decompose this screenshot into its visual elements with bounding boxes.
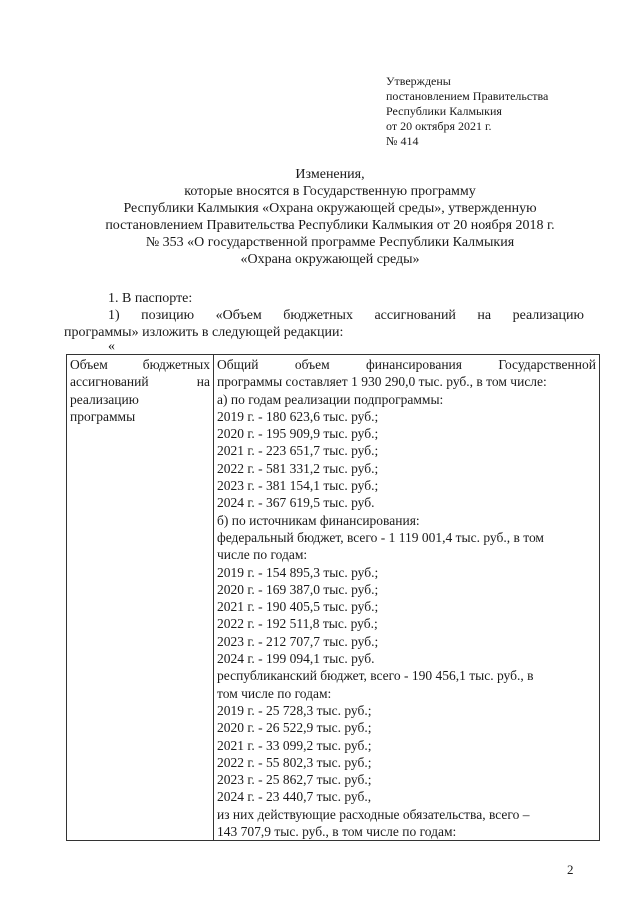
label-line: [70, 373, 210, 390]
item-word: бюджетных: [283, 308, 353, 323]
republic-year-line: 2021 г. - 33 099,2 тыс. руб.;: [217, 737, 372, 753]
title-line: постановлением Правительства Республики Калмыкия от 20 ноября 2018 г.: [105, 218, 555, 233]
item-word: на: [477, 308, 492, 323]
approval-line: Утверждены: [386, 74, 451, 88]
row-label-cell: [67, 355, 214, 841]
title-line: Изменения,: [295, 167, 365, 182]
passport-table: [66, 354, 600, 841]
source-heading: б) по источникам финансирования:: [217, 512, 420, 528]
republic-year-line: 2024 г. - 23 440,7 тыс. руб.,: [217, 789, 372, 805]
subprogram-year-line: 2024 г. - 367 619,5 тыс. руб.: [217, 495, 375, 511]
item-word: ассигнований: [374, 308, 456, 323]
document-title: [60, 166, 600, 268]
subprogram-year-line: 2022 г. - 581 331,2 тыс. руб.;: [217, 460, 379, 476]
subprogram-year-line: 2021 г. - 223 651,7 тыс. руб.;: [217, 443, 379, 459]
subprogram-year-line: 2023 г. - 381 154,1 тыс. руб.;: [217, 478, 379, 494]
intro-word: Государственной: [498, 357, 596, 372]
label-word: на: [196, 374, 210, 390]
approval-line: от 20 октября 2021 г.: [386, 119, 492, 133]
republic-total: том числе по годам:: [217, 685, 332, 701]
label-line: программы: [70, 408, 136, 424]
republic-total: республиканский бюджет, всего - 190 456,1 тыс. руб., в: [217, 668, 534, 684]
republic-year-line: 2020 г. - 26 522,9 тыс. руб.;: [217, 720, 372, 736]
title-line: которые вносятся в Государственную программу: [184, 184, 476, 199]
approval-stamp: [386, 74, 548, 149]
federal-year-line: 2023 г. - 212 707,7 тыс. руб.;: [217, 633, 379, 649]
row-content-cell: [214, 355, 600, 841]
existing-obligations: из них действующие расходные обязательства, всего –: [217, 806, 530, 822]
republic-year-line: 2019 г. - 25 728,3 тыс. руб.;: [217, 702, 372, 718]
title-line: «Охрана окружающей среды»: [240, 252, 420, 267]
table-row: [67, 355, 600, 841]
item-word: «Объем: [215, 308, 262, 323]
title-line: № 353 «О государственной программе Республики Калмыкия: [145, 235, 515, 250]
approval-line: Республики Калмыкия: [386, 104, 502, 118]
item-word: 1): [108, 308, 120, 323]
label-word: ассигнований: [70, 374, 149, 390]
subprogram-heading: а) по годам реализации подпрограммы:: [217, 391, 444, 407]
label-line: [70, 356, 210, 373]
title-line: Республики Калмыкия «Охрана окружающей среды», утвержденную: [123, 201, 537, 216]
approval-line: постановлением Правительства: [386, 89, 549, 103]
federal-year-line: 2021 г. - 190 405,5 тыс. руб.;: [217, 599, 379, 615]
label-line: реализацию: [70, 391, 139, 407]
federal-total: федеральный бюджет, всего - 1 119 001,4 тыс. руб., в том: [217, 529, 544, 545]
intro-word: Общий: [217, 357, 259, 372]
federal-year-line: 2024 г. - 199 094,1 тыс. руб.: [217, 651, 375, 667]
page-number: 2: [567, 862, 574, 877]
existing-obligations: 143 707,9 тыс. руб., в том числе по годам:: [217, 824, 457, 840]
republic-year-line: 2023 г. - 25 862,7 тыс. руб.;: [217, 772, 372, 788]
intro-word: объем: [294, 357, 330, 372]
subprogram-year-line: 2020 г. - 195 909,9 тыс. руб.;: [217, 426, 379, 442]
opening-quote: «: [108, 339, 115, 354]
federal-year-line: 2019 г. - 154 895,3 тыс. руб.;: [217, 564, 379, 580]
intro-line: программы составляет 1 930 290,0 тыс. руб., в том числе:: [217, 374, 547, 390]
label-word: Объем: [70, 357, 108, 372]
item-line-1: [64, 307, 584, 324]
republic-year-line: 2022 г. - 55 802,3 тыс. руб.;: [217, 754, 372, 770]
approval-line: № 414: [386, 134, 419, 148]
federal-year-line: 2020 г. - 169 387,0 тыс. руб.;: [217, 581, 379, 597]
label-word: бюджетных: [142, 357, 210, 372]
item-word: позицию: [141, 308, 195, 323]
federal-year-line: 2022 г. - 192 511,8 тыс. руб.;: [217, 616, 378, 632]
section-heading: 1. В паспорте:: [108, 291, 193, 306]
intro-line: [217, 356, 596, 373]
federal-total: числе по годам:: [217, 547, 308, 563]
item-word: реализацию: [512, 308, 584, 323]
item-line-2: программы» изложить в следующей редакции:: [64, 325, 344, 340]
amendment-item: [64, 307, 584, 341]
subprogram-year-line: 2019 г. - 180 623,6 тыс. руб.;: [217, 408, 379, 424]
intro-word: финансирования: [366, 357, 462, 372]
